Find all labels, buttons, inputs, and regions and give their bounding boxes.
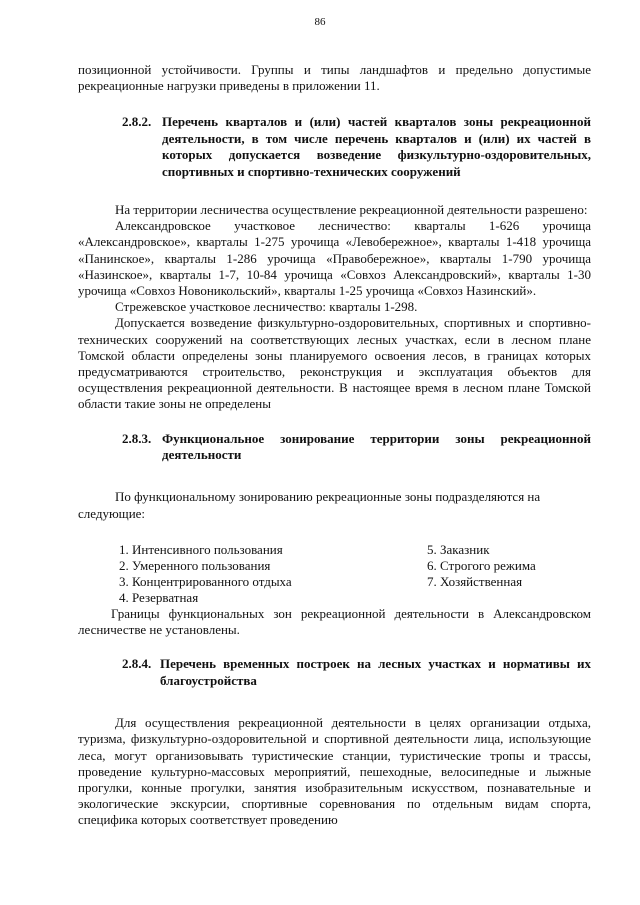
section-2-8-3-heading xyxy=(78,431,591,464)
page-body xyxy=(78,62,591,829)
zone-list xyxy=(119,542,591,606)
paragraph: Стрежевское участковое лесничество: кварталы 1-298. xyxy=(115,299,418,315)
zone-item: 6. Строгого режима xyxy=(427,557,536,573)
section-title: Перечень кварталов и (или) частей кварталов зоны рекреационной деятельности, в том числе перечень кварталов и (или) их частей в которых допускается возведение физкультурно-оздоровительных, спортивных и спортивно-технических сооружений xyxy=(162,114,591,179)
section-number: 2.8.4. xyxy=(122,656,152,672)
zone-item: 7. Хозяйственная xyxy=(427,573,523,589)
paragraph: По функциональному зонированию рекреационные зоны подразделяются на следующие: xyxy=(78,489,541,521)
paragraph: Допускается возведение физкультурно-оздоровительных, спортивных и спортивно-технических сооружений на соответствующих лесных участках, если в лесном плане Томской области определены зоны планируемого освоения лесов, в границах которых предусматриваются строительство, реконструкция и эксплуатация объектов для осуществления рекреационной деятельности. В настоящее время в лесном плане Томской области такие зоны не определены xyxy=(78,315,591,412)
section-number: 2.8.2. xyxy=(122,114,152,130)
paragraph: Для осуществления рекреационной деятельности в целях организации отдыха, туризма, физкультурно-оздоровительной и спортивной деятельности лица, использующие леса, могут организовывать туристические станции, туристические тропы и трассы, проведение культурно-массовых мероприятий, пешеходные, велосипедные и лыжные прогулки, конные прогулки, занятия изобразительным искусством, познавательные и экологические экскурсии, спортивные соревнования по отдельным видам спорта, специфика которых соответствует проведению xyxy=(78,715,591,828)
section-2-8-2-heading xyxy=(78,114,591,180)
zone-item: 2. Умеренного пользования xyxy=(119,557,271,573)
paragraph: На территории лесничества осуществление рекреационной деятельности разрешено: xyxy=(115,202,588,218)
zone-item: 4. Резерватная xyxy=(119,589,199,605)
section-2-8-4-heading xyxy=(78,656,591,689)
page-number: 86 xyxy=(314,16,326,28)
section-number: 2.8.3. xyxy=(122,430,152,446)
section-title: Функциональное зонирование территории зоны рекреационной деятельности xyxy=(162,430,591,463)
zone-item: 5. Заказник xyxy=(427,541,490,557)
section-title: Перечень временных построек на лесных участках и нормативы их благоустройства xyxy=(160,656,591,688)
paragraph: Александровское участковое лесничество: кварталы 1-626 урочища «Александровское», кварталы 1-275 урочища «Левобережное», кварталы 1-418 урочища «Панинское», кварталы 1-286 урочища «Правобережное», кварталы 1-790 урочища «Назинское», кварталы 1-7, 10-84 урочища «Совхоз Александровский», кварталы 1-30 урочища «Совхоз Новоникольский», кварталы 1-25 урочища «Совхоз Назинский». xyxy=(78,218,591,299)
intro-paragraph: позиционной устойчивости. Группы и типы ландшафтов и предельно допустимые рекреационные нагрузки приведены в приложении 11. xyxy=(78,62,591,94)
zone-item: 1. Интенсивного пользования xyxy=(119,541,283,557)
paragraph: Границы функциональных зон рекреационной деятельности в Александровском лесничестве не установлены. xyxy=(78,605,591,638)
zone-item: 3. Концентрированного отдыха xyxy=(119,573,292,589)
